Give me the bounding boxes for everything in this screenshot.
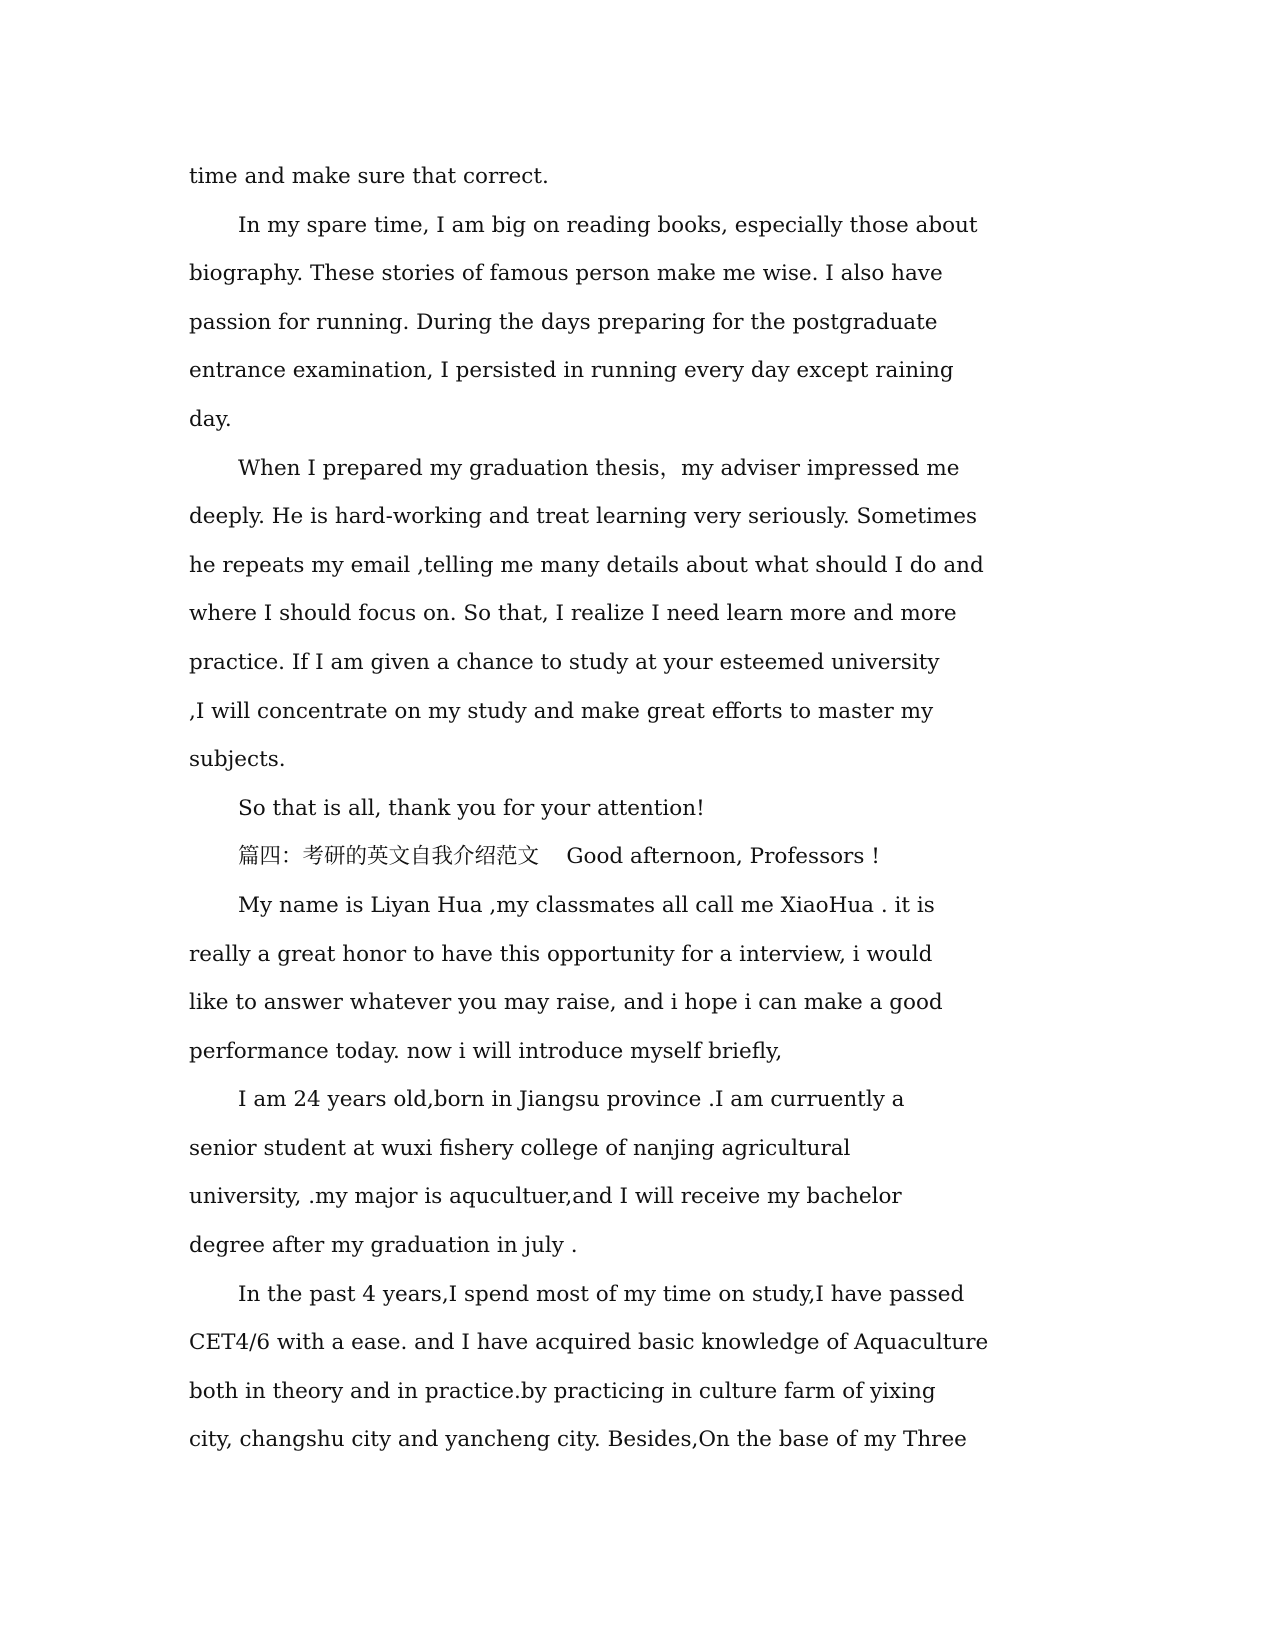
text-line: day.	[189, 406, 232, 432]
paragraph-start-line: I am 24 years old,born in Jiangsu province .I am curruently a	[238, 1087, 905, 1113]
paragraph-start-line: In the past 4 years,I spend most of my time on study,I have passed	[238, 1281, 965, 1307]
text-line: where I should focus on. So that, I realize I need learn more and more	[189, 601, 957, 627]
text-line: passion for running. During the days preparing for the postgraduate	[189, 309, 938, 335]
paragraph-start-line: When I prepared my graduation thesis，my adviser impressed me	[238, 455, 960, 481]
paragraph-start-line: So that is all, thank you for your attention!	[238, 795, 705, 821]
text-line: practice. If I am given a chance to study at your esteemed university	[189, 649, 940, 675]
section-heading-line: 篇四：考研的英文自我介绍范文 Good afternoon, Professors !	[238, 844, 880, 870]
text-line: senior student at wuxi fishery college of nanjing agricultural	[189, 1135, 851, 1161]
text-line: entrance examination, I persisted in running every day except raining	[189, 358, 954, 384]
text-line: university, .my major is aqucultuer,and I will receive my bachelor	[189, 1184, 902, 1210]
text-line: degree after my graduation in july .	[189, 1233, 578, 1259]
text-line: CET4/6 with a ease. and I have acquired basic knowledge of Aquaculture	[189, 1330, 989, 1356]
text-line: subjects.	[189, 747, 286, 773]
text-line: like to answer whatever you may raise, and i hope i can make a good	[189, 990, 943, 1016]
text-line: time and make sure that correct.	[189, 164, 549, 189]
text-line: biography. These stories of famous person make me wise. I also have	[189, 261, 943, 287]
paragraph-start-line: In my spare time, I am big on reading books, especially those about	[238, 212, 978, 238]
text-line: both in theory and in practice.by practicing in culture farm of yixing	[189, 1378, 936, 1404]
text-line: ,I will concentrate on my study and make great efforts to master my	[189, 698, 934, 724]
text-line: deeply. He is hard-working and treat learning very seriously. Sometimes	[189, 504, 978, 530]
text-line: he repeats my email ,telling me many details about what should I do and	[189, 552, 984, 578]
text-line: really a great honor to have this opportunity for a interview, i would	[189, 941, 933, 967]
text-line: performance today. now i will introduce myself briefly,	[189, 1038, 783, 1064]
document-body	[189, 153, 1079, 1465]
paragraph-start-line: My name is Liyan Hua ,my classmates all call me XiaoHua . it is	[238, 892, 935, 918]
text-line: city, changshu city and yancheng city. Besides,On the base of my Three	[189, 1427, 967, 1453]
